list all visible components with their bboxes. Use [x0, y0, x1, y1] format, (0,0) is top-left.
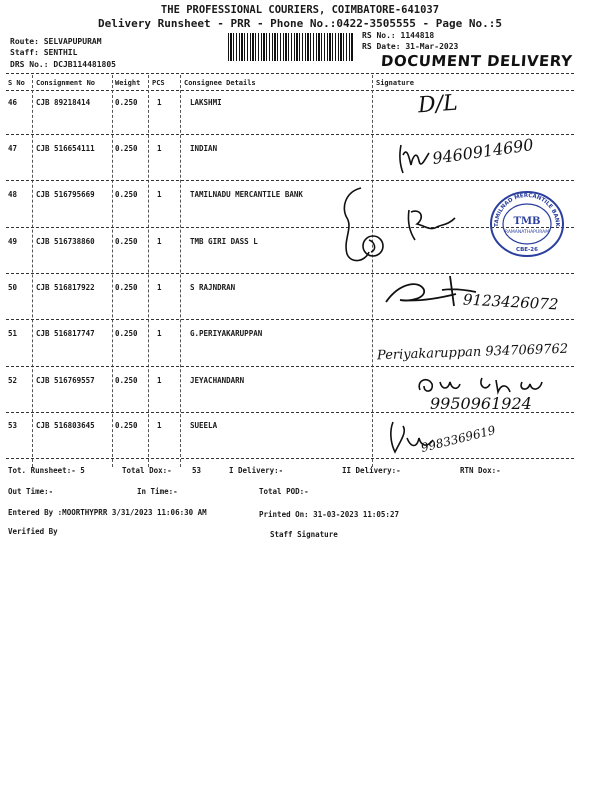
entered-by: Entered By :MOORTHYPRR 3/31/2023 11:06:30 AM [8, 508, 207, 517]
barcode [228, 33, 354, 61]
row-consignee: JEYACHANDARN [190, 376, 245, 385]
row-weight: 0.250 [115, 144, 138, 153]
row-sno: 47 [8, 144, 18, 153]
in-time: In Time:- [137, 487, 178, 496]
row-weight: 0.250 [115, 376, 138, 385]
row-weight: 0.250 [115, 329, 138, 338]
header-pcs: PCS [152, 79, 165, 87]
stamp-logo: TMB [513, 216, 541, 227]
row-consignee: TMB GIRI DASS L [190, 237, 258, 246]
row-consignment: CJB 516817747 [36, 329, 95, 338]
header-consignee: Consignee Details [184, 79, 256, 87]
row-sno: 48 [8, 190, 18, 199]
row-sno: 51 [8, 329, 18, 338]
row-consignee: INDIAN [190, 144, 218, 153]
document-delivery-stamp: DOCUMENT DELIVERY [380, 52, 573, 70]
row-weight: 0.250 [115, 237, 138, 246]
row-weight: 0.250 [115, 190, 138, 199]
signature-47-scribble [395, 135, 435, 177]
table-top-border [6, 73, 574, 74]
row-weight: 0.250 [115, 98, 138, 107]
row-divider [6, 319, 574, 320]
rs-number: RS No.: 1144818 [362, 31, 435, 40]
signature-51: Periyakaruppan 9347069762 [376, 341, 569, 364]
row-consignment: CJB 516769557 [36, 376, 95, 385]
row-consignee: TAMILNADU MERCANTILE BANK [190, 190, 303, 199]
row-consignee: LAKSHMI [190, 98, 222, 107]
row-weight: 0.250 [115, 283, 138, 292]
header-divider [6, 90, 574, 91]
row-consignment: CJB 89218414 [36, 98, 91, 107]
staff-signature: Staff Signature [270, 530, 338, 539]
signature-50-phone: 9123426072 [462, 290, 559, 314]
row-pcs: 1 [157, 144, 162, 153]
row-sno: 49 [8, 237, 18, 246]
row-pcs: 1 [157, 98, 162, 107]
stamp-code: CBE-26 [516, 247, 538, 253]
row-pcs: 1 [157, 329, 162, 338]
signature-46: D/L [417, 90, 459, 119]
signature-52-phone: 9950961924 [430, 394, 532, 413]
row-sno: 52 [8, 376, 18, 385]
row-consignment: CJB 516803645 [36, 421, 95, 430]
total-dox-label: Total Dox:- [122, 466, 172, 475]
verified-by: Verified By [8, 527, 58, 536]
total-dox-value: 53 [192, 466, 202, 475]
row-pcs: 1 [157, 283, 162, 292]
signature-47-phone: 9460914690 [431, 135, 535, 168]
drs-number: DRS No.: DCJB114481805 [10, 60, 116, 69]
total-runsheet: Tot. Runsheet:- 5 [8, 466, 85, 475]
stamp-arc-text: TAMILNAD MERCANTILE BANK [493, 192, 561, 228]
staff-label: Staff: SENTHIL [10, 48, 78, 57]
row-divider [6, 273, 574, 274]
row-divider [6, 180, 574, 181]
row-pcs: 1 [157, 190, 162, 199]
header-weight: Weight [115, 79, 141, 87]
signature-48-49-scribble [325, 178, 465, 268]
row-pcs: 1 [157, 237, 162, 246]
row-consignee: S RAJNDRAN [190, 283, 236, 292]
tmb-bank-stamp [488, 188, 566, 258]
total-pod: Total POD:- [259, 487, 309, 496]
row-weight: 0.250 [115, 421, 138, 430]
stamp-branch: RAMANATHAPURAM [504, 230, 550, 235]
printed-on: Printed On: 31-03-2023 11:05:27 [259, 510, 399, 519]
header-consignment: Consignment No [36, 79, 96, 87]
row-sno: 53 [8, 421, 18, 430]
row-divider [6, 134, 574, 135]
ii-delivery: II Delivery:- [342, 466, 401, 475]
header-sno: S No [8, 79, 25, 87]
row-consignment: CJB 516654111 [36, 144, 95, 153]
row-consignment: CJB 516817922 [36, 283, 95, 292]
header-signature: Signature [376, 79, 414, 87]
row-consignee: SUEELA [190, 421, 218, 430]
out-time: Out Time:- [8, 487, 54, 496]
rtn-dox: RTN Dox:- [460, 466, 501, 475]
row-consignment: CJB 516795669 [36, 190, 95, 199]
row-consignment: CJB 516738860 [36, 237, 95, 246]
i-delivery: I Delivery:- [229, 466, 284, 475]
row-sno: 46 [8, 98, 18, 107]
row-sno: 50 [8, 283, 18, 292]
row-divider [6, 366, 574, 367]
runsheet-title: Delivery Runsheet - PRR - Phone No.:0422-3505555 - Page No.:5 [98, 17, 502, 30]
row-pcs: 1 [157, 376, 162, 385]
rs-date: RS Date: 31-Mar-2023 [362, 42, 459, 51]
row-pcs: 1 [157, 421, 162, 430]
row-consignee: G.PERIYAKARUPPAN [190, 329, 263, 338]
signature-53-phone: 9983369619 [419, 422, 497, 456]
table-bottom-border [6, 458, 574, 459]
company-title: THE PROFESSIONAL COURIERS, COIMBATORE-641037 [160, 4, 440, 16]
route-label: Route: SELVAPUPURAM [10, 37, 102, 46]
